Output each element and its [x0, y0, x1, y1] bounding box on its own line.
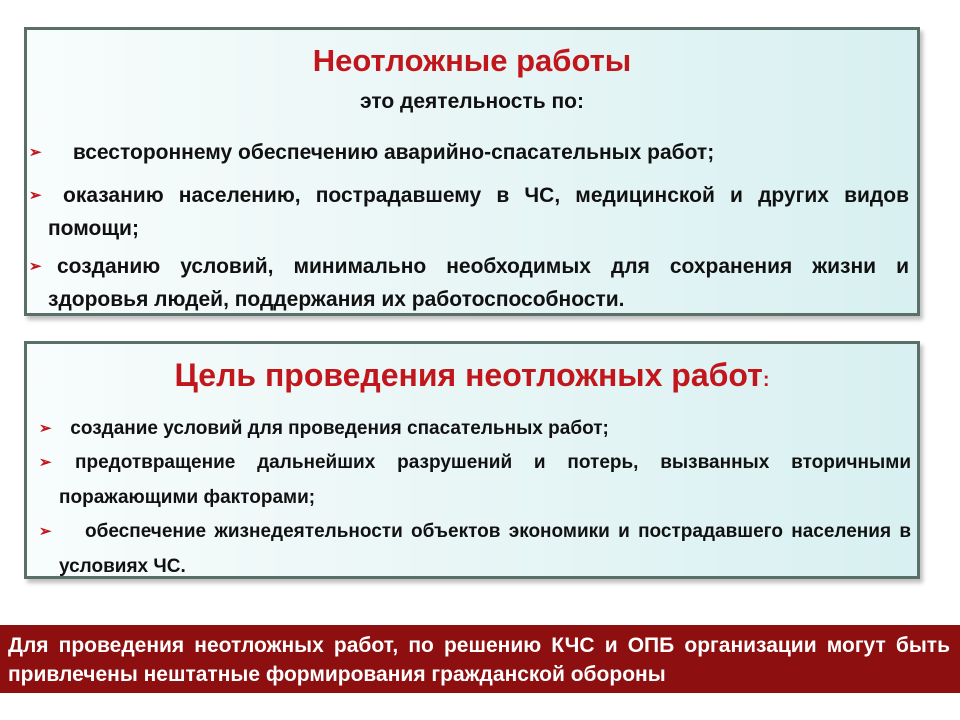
arrow-bullet-icon: ➢: [29, 187, 42, 204]
arrow-bullet-icon: ➢: [29, 144, 42, 161]
list-item: [39, 445, 911, 515]
list-item-text: создание условий для проведения спасательных работ;: [70, 418, 609, 439]
section2-title: [27, 357, 917, 394]
section1-title: Неотложные работы: [312, 43, 632, 78]
arrow-bullet-icon: ➢: [39, 523, 52, 540]
list-item-text: созданию условий, минимально необходимых для сохранения жизни и здоровья людей, поддержания их работоспособности.: [48, 255, 909, 311]
list-item-text: обеспечение жизнедеятельности объектов экономики и пострадавшего населения в условиях ЧС.: [59, 521, 911, 577]
section1-subtitle: это деятельность по:: [360, 90, 584, 113]
list-item-text: всестороннему обеспечению аварийно-спасательных работ;: [72, 141, 715, 164]
goal-panel: [24, 341, 920, 579]
section2-title-text: Цель проведения неотложных работ: [174, 357, 763, 393]
list-item: [39, 514, 911, 584]
definition-panel: [24, 27, 920, 316]
list-item: [29, 250, 909, 316]
list-item-text: оказанию населению, пострадавшему в ЧС, медицинской и других видов помощи;: [48, 184, 909, 240]
section2-title-colon: :: [762, 369, 770, 391]
arrow-bullet-icon: ➢: [29, 258, 42, 275]
list-item: [29, 179, 909, 245]
arrow-bullet-icon: ➢: [39, 454, 52, 471]
footer-note: Для проведения неотложных работ, по решению КЧС и ОПБ организации могут быть привлечены нештатные формирования гражданской обороны: [0, 625, 960, 693]
list-item-text: предотвращение дальнейших разрушений и потерь, вызванных вторичными поражающими факторами;: [59, 452, 911, 508]
list-item: [29, 136, 909, 169]
arrow-bullet-icon: ➢: [39, 420, 52, 437]
list-item: [39, 411, 911, 446]
